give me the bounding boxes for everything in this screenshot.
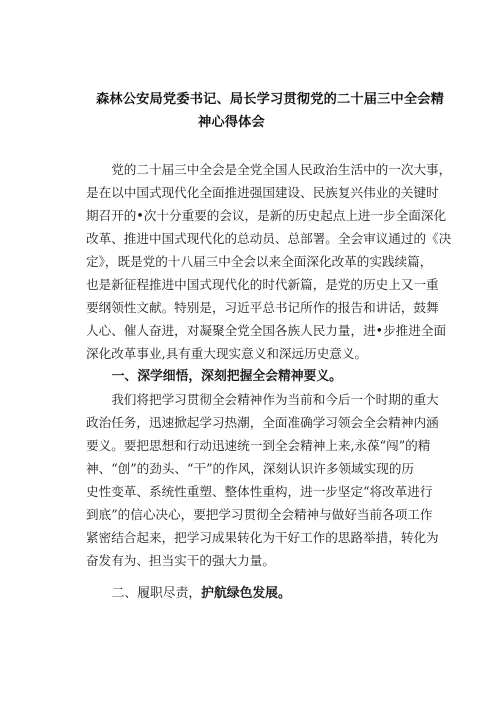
- intro-line: 改革、推进中国式现代化的总动员、总部署。全会审议通过的《决: [86, 231, 452, 246]
- intro-line: 定》，既是党的十八届三中全会以来全面深化改革的实践续篇，: [86, 254, 433, 269]
- title-line-1: 森林公安局党委书记、局长学习贯彻党的二十届三中全会精: [96, 92, 445, 107]
- section-1-line: 神、“创”的劲头、“干”的作风，深刻认识许多领域实现的历: [86, 461, 415, 476]
- intro-line: 人心、催人奋进，对凝聚全党全国各族人民力量，进•步推进全面: [86, 323, 447, 338]
- intro-line: 要纲领性文献。特别是，习近平总书记所作的报告和讲话，鼓舞: [86, 300, 439, 315]
- section-1-line: 要义。要把思想和行动迅速统一到全会精神上来,永葆“闯”的精: [86, 438, 431, 453]
- section-1-line: 政治任务，迅速掀起学习热潮，全面准确学习领会全会精神内涵: [86, 415, 439, 430]
- section-2-heading-prefix: 二、履职尽责，: [111, 586, 202, 601]
- section-1-line: 紧密结合起来，把学习成果转化为干好工作的思路举措，转化为: [86, 530, 439, 545]
- intro-line: 也是新征程推进中国式现代化的时代新篇，是党的历史上又一重: [86, 277, 439, 292]
- section-1-heading: 一、深学细悟，深刻把握全会精神要义。: [111, 369, 342, 384]
- section-2-heading-emphasis: 护航绿色发展。: [201, 586, 291, 601]
- section-1-line: 史性变革、系统性重塑、整体性重构，进一步坚定“将改革进行: [86, 484, 433, 499]
- section-1-line: 我们将把学习贯彻全会精神作为当前和今后一个时期的重大: [111, 392, 439, 407]
- section-1-line: 到底”的信心决心，要把学习贯彻全会精神与做好当前各项工作: [86, 507, 433, 522]
- intro-line: 深化改革事业,具有重大现实意义和深远历史意义。: [86, 346, 368, 361]
- intro-line: 期召开的•次十分重要的会议，是新的历史起点上进一步全面深化: [86, 208, 447, 223]
- document-title: [96, 88, 445, 134]
- intro-line: 是在以中国式现代化全面推进强国建设、民族复兴伟业的关键时: [86, 185, 439, 200]
- intro-line: 党的二十届三中全会是全党全国人民政治生活中的一次大事，: [111, 162, 452, 177]
- title-line-2: 神心得体会: [198, 115, 265, 130]
- intro-paragraph: [86, 158, 452, 365]
- document-body: [86, 158, 452, 618]
- section-1-line: 奋发有为、担当实干的强大力量。: [86, 553, 275, 568]
- section-2-heading: [86, 582, 446, 605]
- section-1-paragraph: [86, 388, 446, 572]
